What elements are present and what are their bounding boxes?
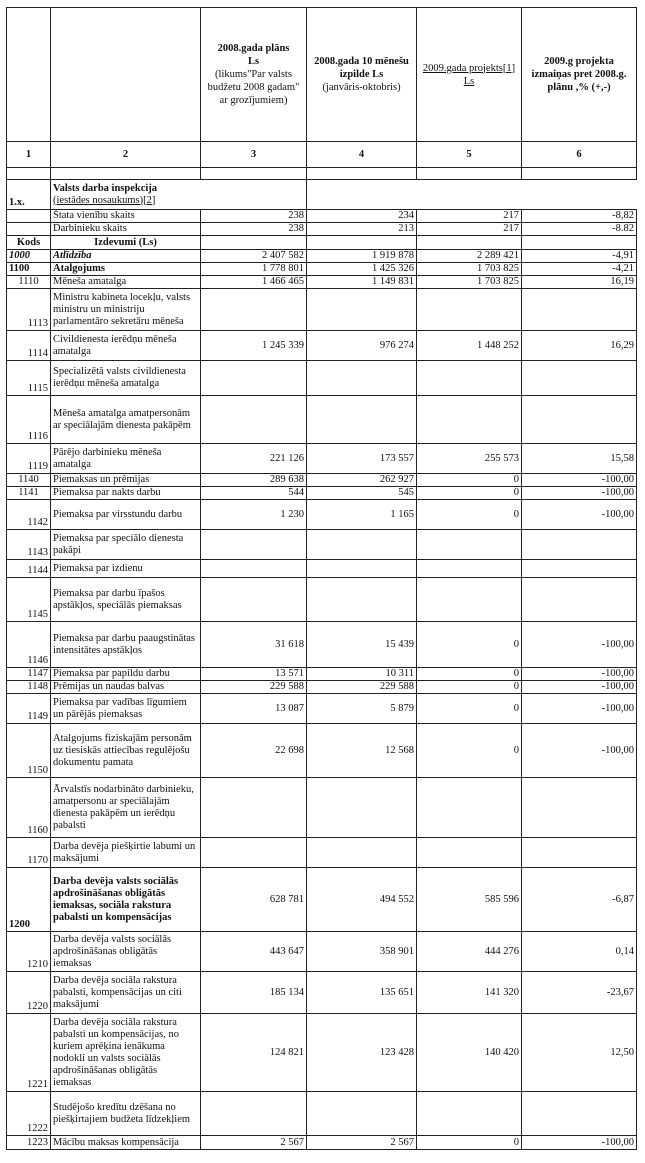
row-v4 <box>307 530 417 560</box>
row-v4: 1 149 831 <box>307 276 417 289</box>
colnum-6: 6 <box>522 142 637 168</box>
row-v4 <box>307 1092 417 1136</box>
row-label: Ārvalstīs nodarbināto darbinieku, amatpersonu ar speciālajām dienesta pakāpēm un ierēdņu pabalsti <box>51 778 201 838</box>
row-v5: 0 <box>417 500 522 530</box>
budget-document <box>6 7 636 1150</box>
table-row <box>7 778 637 838</box>
institution-name: Valsts darba inspekcija <box>53 182 158 194</box>
row-v6: 12,50 <box>522 1014 637 1092</box>
row-label: Darba devēja piešķirtie labumi un maksājumi <box>51 838 201 868</box>
colnum-4: 4 <box>307 142 417 168</box>
row-v3 <box>201 1092 307 1136</box>
header-plan-2008-unit: Ls <box>247 56 260 67</box>
table-row <box>7 578 637 622</box>
row-code: 1143 <box>7 530 51 560</box>
row-code: 1147 <box>7 668 51 681</box>
table-row <box>7 444 637 474</box>
row-v4: 2 567 <box>307 1136 417 1150</box>
row-label: Darba devēja valsts sociālās apdrošināšanas obligātās iemaksas <box>51 932 201 972</box>
row-code: 1145 <box>7 578 51 622</box>
row-code: 1140 <box>7 474 51 487</box>
row-v4: 358 901 <box>307 932 417 972</box>
row-v6 <box>522 396 637 444</box>
staff-v4: 213 <box>307 223 417 236</box>
table-row <box>7 560 637 578</box>
row-v3: 1 230 <box>201 500 307 530</box>
row-v5: 0 <box>417 1136 522 1150</box>
row-v3: 13 087 <box>201 694 307 724</box>
row-label: Piemaksa par virsstundu darbu <box>51 500 201 530</box>
row-code: 1115 <box>7 361 51 396</box>
header-col2 <box>51 8 201 142</box>
table-row <box>7 972 637 1014</box>
row-v5: 140 420 <box>417 1014 522 1092</box>
spacer-row <box>7 168 637 180</box>
table-row <box>7 724 637 778</box>
row-v4: 135 651 <box>307 972 417 1014</box>
row-label: Mēneša amatalga <box>51 276 201 289</box>
table-row <box>7 932 637 972</box>
row-code: 1114 <box>7 331 51 361</box>
row-v3: 31 618 <box>201 622 307 668</box>
row-code: 1116 <box>7 396 51 444</box>
header-plan-2008 <box>201 8 307 142</box>
row-v4: 262 927 <box>307 474 417 487</box>
row-code: 1222 <box>7 1092 51 1136</box>
row-v6 <box>522 578 637 622</box>
staff-row <box>7 223 637 236</box>
expenses-label: Izdevumi (Ls) <box>51 236 201 250</box>
row-v4: 173 557 <box>307 444 417 474</box>
row-v5: 0 <box>417 487 522 500</box>
colnum-5: 5 <box>417 142 522 168</box>
header-exec-2008 <box>307 8 417 142</box>
row-label: Mēneša amatalga amatpersonām ar speciālajām dienesta pakāpēm <box>51 396 201 444</box>
row-label: Studējošo kredītu dzēšana no piešķirtajiem budžeta līdzekļiem <box>51 1092 201 1136</box>
staff-v3: 238 <box>201 223 307 236</box>
row-v4 <box>307 361 417 396</box>
row-v4 <box>307 778 417 838</box>
row-v3 <box>201 838 307 868</box>
row-code: 1150 <box>7 724 51 778</box>
header-change-title: 2009.g projekta izmaiņas pret 2008.g. plānu ,% (+,-) <box>531 56 627 93</box>
row-v4: 1 425 326 <box>307 263 417 276</box>
row-v6: -100,00 <box>522 500 637 530</box>
row-v6 <box>522 530 637 560</box>
staff-v6: -8,82 <box>522 210 637 223</box>
row-v6: 0,14 <box>522 932 637 972</box>
row-v3: 124 821 <box>201 1014 307 1092</box>
table-row <box>7 1136 637 1150</box>
staff-v5: 217 <box>417 210 522 223</box>
row-v6 <box>522 1092 637 1136</box>
colnum-3: 3 <box>201 142 307 168</box>
row-code: 1110 <box>7 276 51 289</box>
staff-v5: 217 <box>417 223 522 236</box>
row-label: Piemaksa par vadības līgumiem un pārējās piemaksas <box>51 694 201 724</box>
row-v6: 15,58 <box>522 444 637 474</box>
row-code: 1119 <box>7 444 51 474</box>
row-v3: 544 <box>201 487 307 500</box>
row-label: Prēmijas un naudas balvas <box>51 681 201 694</box>
row-label: Pārējo darbinieku mēneša amatalga <box>51 444 201 474</box>
row-label: Ministru kabineta locekļu, valsts ministru un ministriju parlamentāro sekretāru mēneša <box>51 289 201 331</box>
header-col1 <box>7 8 51 142</box>
row-code: 1160 <box>7 778 51 838</box>
row-v3: 628 781 <box>201 868 307 932</box>
row-v5: 0 <box>417 681 522 694</box>
row-code: 1100 <box>7 263 51 276</box>
row-label: Piemaksa par nakts darbu <box>51 487 201 500</box>
row-label: Piemaksa par papildu darbu <box>51 668 201 681</box>
row-v6: 16,19 <box>522 276 637 289</box>
row-v5 <box>417 361 522 396</box>
table-row <box>7 500 637 530</box>
header-project-2009 <box>417 8 522 142</box>
table-row <box>7 1092 637 1136</box>
table-row <box>7 1014 637 1092</box>
row-v4 <box>307 396 417 444</box>
row-label: Darba devēja valsts sociālās apdrošināšanas obligātās iemaksas, sociāla rakstura pabalsti un kompensācijas <box>51 868 201 932</box>
row-label: Atalgojums fiziskajām personām uz tiesiskās attiecības regulējošu dokumentu pamata <box>51 724 201 778</box>
row-v5 <box>417 289 522 331</box>
row-v3 <box>201 361 307 396</box>
table-row <box>7 396 637 444</box>
row-v6: -100,00 <box>522 1136 637 1150</box>
staff-v6: -8.82 <box>522 223 637 236</box>
table-row <box>7 668 637 681</box>
colnum-2: 2 <box>51 142 201 168</box>
row-v3: 1 245 339 <box>201 331 307 361</box>
institution-row <box>7 180 637 210</box>
row-v5: 0 <box>417 622 522 668</box>
row-v3 <box>201 289 307 331</box>
row-v3: 221 126 <box>201 444 307 474</box>
column-number-row <box>7 142 637 168</box>
table-row <box>7 694 637 724</box>
row-v5: 2 289 421 <box>417 250 522 263</box>
row-v5: 255 573 <box>417 444 522 474</box>
row-v3: 229 588 <box>201 681 307 694</box>
row-code: 1210 <box>7 932 51 972</box>
row-v6: -100,00 <box>522 681 637 694</box>
row-v3: 185 134 <box>201 972 307 1014</box>
institution-name-cell <box>51 180 307 210</box>
row-v6: -6,87 <box>522 868 637 932</box>
staff-label: Darbinieku skaits <box>51 223 201 236</box>
row-code: 1223 <box>7 1136 51 1150</box>
header-row <box>7 8 637 142</box>
table-row <box>7 361 637 396</box>
staff-code <box>7 210 51 223</box>
row-v4: 1 919 878 <box>307 250 417 263</box>
row-v5 <box>417 838 522 868</box>
row-v3 <box>201 578 307 622</box>
institution-code: 1.x. <box>7 180 51 210</box>
row-label: Piemaksa par darbu īpašos apstākļos, speciālās piemaksas <box>51 578 201 622</box>
row-label: Civildienesta ierēdņu mēneša amatalga <box>51 331 201 361</box>
row-v5: 585 596 <box>417 868 522 932</box>
staff-label: Štata vienību skaits <box>51 210 201 223</box>
table-row <box>7 263 637 276</box>
header-plan-2008-title: 2008.gada plāns <box>217 43 290 54</box>
row-label: Piemaksa par izdienu <box>51 560 201 578</box>
row-v3: 289 638 <box>201 474 307 487</box>
row-v6: -100,00 <box>522 622 637 668</box>
row-v5: 1 448 252 <box>417 331 522 361</box>
row-v3: 443 647 <box>201 932 307 972</box>
row-v5 <box>417 530 522 560</box>
row-label: Specializētā valsts civildienesta ierēdņu mēneša amatalga <box>51 361 201 396</box>
row-v4: 15 439 <box>307 622 417 668</box>
row-v5: 0 <box>417 474 522 487</box>
row-code: 1142 <box>7 500 51 530</box>
row-v5 <box>417 578 522 622</box>
row-v6: -100,00 <box>522 694 637 724</box>
row-v6: -4,21 <box>522 263 637 276</box>
staff-code <box>7 223 51 236</box>
table-row <box>7 838 637 868</box>
row-code: 1221 <box>7 1014 51 1092</box>
row-v6 <box>522 289 637 331</box>
row-v4 <box>307 289 417 331</box>
row-v4 <box>307 560 417 578</box>
row-code: 1200 <box>7 868 51 932</box>
table-row <box>7 474 637 487</box>
row-v5: 141 320 <box>417 972 522 1014</box>
row-label: Mācību maksas kompensācija <box>51 1136 201 1150</box>
row-v3 <box>201 778 307 838</box>
table-row <box>7 289 637 331</box>
row-v6: 16,29 <box>522 331 637 361</box>
header-exec-2008-title: 2008.gada 10 mēnešu izpilde Ls <box>314 56 409 80</box>
row-code: 1141 <box>7 487 51 500</box>
table-row <box>7 250 637 263</box>
row-v4 <box>307 838 417 868</box>
row-v6: -100,00 <box>522 668 637 681</box>
row-v3: 1 778 801 <box>201 263 307 276</box>
header-exec-2008-note: (janvāris-oktobris) <box>322 82 401 93</box>
row-code: 1000 <box>7 250 51 263</box>
row-v4: 123 428 <box>307 1014 417 1092</box>
row-label: Atalgojums <box>51 263 201 276</box>
table-row <box>7 276 637 289</box>
row-label: Atlīdzība <box>51 250 201 263</box>
row-v5: 0 <box>417 668 522 681</box>
header-change <box>522 8 637 142</box>
row-v6 <box>522 560 637 578</box>
row-v5: 0 <box>417 724 522 778</box>
table-row <box>7 331 637 361</box>
row-v5 <box>417 560 522 578</box>
kods-row <box>7 236 637 250</box>
kods-label: Kods <box>7 236 51 250</box>
row-v4 <box>307 578 417 622</box>
table-row <box>7 487 637 500</box>
header-plan-2008-note: (likums"Par valsts budžetu 2008 gadam" ar grozījumiem) <box>207 69 300 106</box>
table-row <box>7 868 637 932</box>
colnum-1: 1 <box>7 142 51 168</box>
row-label: Darba devēja sociāla rakstura pabalsti un kompensācijas, no kuriem aprēķina ienākuma nodokli un valsts sociālās apdrošināšanas obligātās iemaksas <box>51 1014 201 1092</box>
row-code: 1170 <box>7 838 51 868</box>
row-code: 1149 <box>7 694 51 724</box>
row-v3 <box>201 530 307 560</box>
row-v5 <box>417 1092 522 1136</box>
row-v5: 444 276 <box>417 932 522 972</box>
row-v3: 22 698 <box>201 724 307 778</box>
row-v3: 2 567 <box>201 1136 307 1150</box>
staff-v4: 234 <box>307 210 417 223</box>
row-v6 <box>522 361 637 396</box>
row-code: 1148 <box>7 681 51 694</box>
row-v3: 2 407 582 <box>201 250 307 263</box>
row-v4: 545 <box>307 487 417 500</box>
row-v4: 5 879 <box>307 694 417 724</box>
row-v6: -23,67 <box>522 972 637 1014</box>
table-row <box>7 530 637 560</box>
row-v5 <box>417 396 522 444</box>
staff-row <box>7 210 637 223</box>
institution-note[interactable]: (iestādes nosaukums)[2] <box>53 194 156 206</box>
row-v5: 1 703 825 <box>417 263 522 276</box>
row-v6: -100,00 <box>522 474 637 487</box>
row-label: Piemaksa par speciālo dienesta pakāpi <box>51 530 201 560</box>
row-v6: -4,91 <box>522 250 637 263</box>
row-v5 <box>417 778 522 838</box>
row-code: 1144 <box>7 560 51 578</box>
row-v4: 976 274 <box>307 331 417 361</box>
row-v6: -100,00 <box>522 724 637 778</box>
table-row <box>7 622 637 668</box>
row-v3: 13 571 <box>201 668 307 681</box>
row-v5: 1 703 825 <box>417 276 522 289</box>
row-v6: -100,00 <box>522 487 637 500</box>
row-v4: 12 568 <box>307 724 417 778</box>
row-label: Darba devēja sociāla rakstura pabalsti, kompensācijas un citi maksājumi <box>51 972 201 1014</box>
row-code: 1220 <box>7 972 51 1014</box>
row-v4: 229 588 <box>307 681 417 694</box>
row-v4: 1 165 <box>307 500 417 530</box>
header-project-2009-link[interactable]: 2009.gada projekts[1] Ls <box>422 62 516 87</box>
row-v4: 494 552 <box>307 868 417 932</box>
table-row <box>7 681 637 694</box>
row-v5: 0 <box>417 694 522 724</box>
row-v6 <box>522 838 637 868</box>
row-code: 1113 <box>7 289 51 331</box>
row-label: Piemaksas un prēmijas <box>51 474 201 487</box>
row-label: Piemaksa par darbu paaugstinātas intensitātes apstākļos <box>51 622 201 668</box>
row-v3 <box>201 396 307 444</box>
budget-table <box>6 7 637 1150</box>
row-code: 1146 <box>7 622 51 668</box>
row-v3: 1 466 465 <box>201 276 307 289</box>
row-v4: 10 311 <box>307 668 417 681</box>
staff-v3: 238 <box>201 210 307 223</box>
row-v6 <box>522 778 637 838</box>
row-v3 <box>201 560 307 578</box>
